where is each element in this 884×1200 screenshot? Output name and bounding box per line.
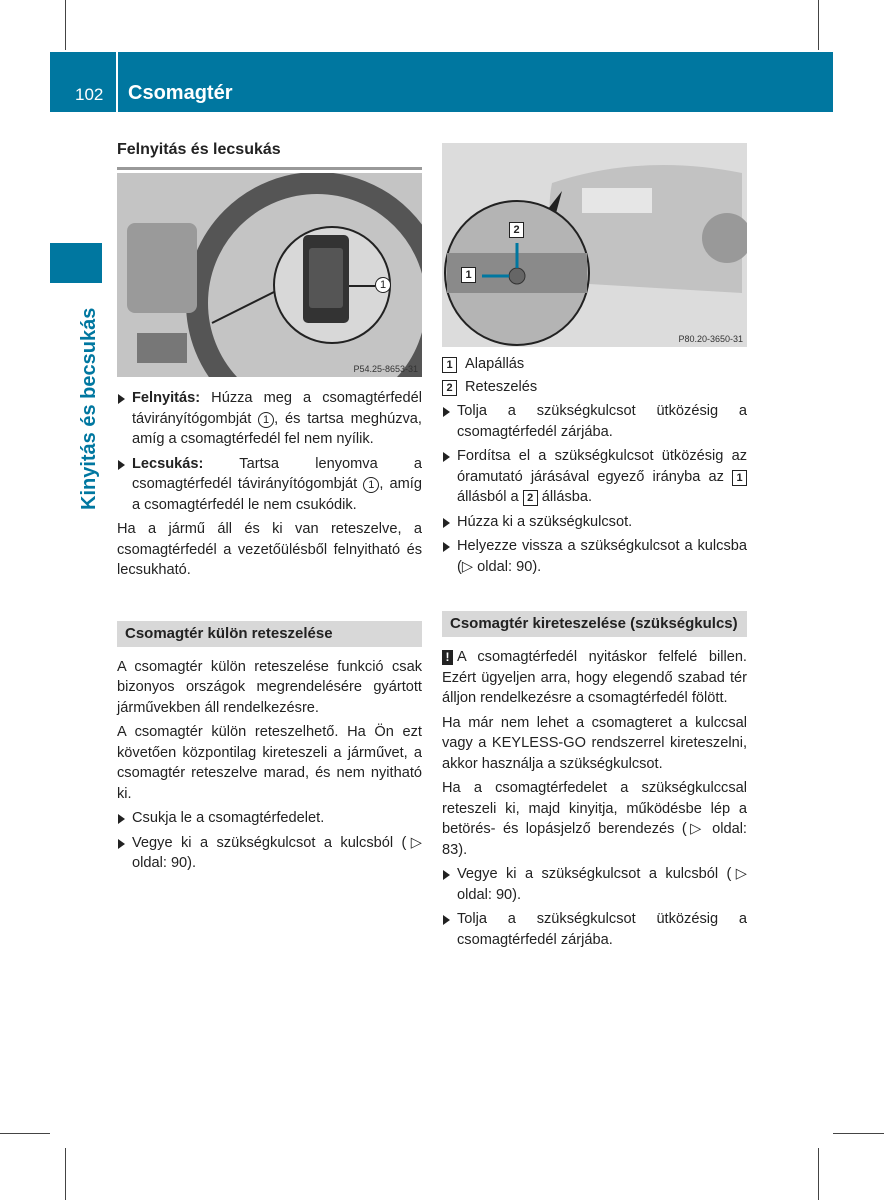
section-box-heading: Csomagtér külön reteszelése <box>117 621 422 647</box>
bullet: Tolja a szükségkulcsot ütközésig a csomagtérfedél zárjába. <box>442 401 747 442</box>
bullet: Csukja le a csomagtérfedelet. <box>117 808 422 829</box>
steering-wheel-image <box>117 173 422 377</box>
header-divider <box>116 52 118 112</box>
car-rear-illustration <box>442 143 747 347</box>
position-ref: 1 <box>732 470 747 486</box>
page-number: 102 <box>75 85 104 104</box>
bullet-text: , és tartsa meghúzva, amíg a csomagtérfedél fel nem nyílik. <box>132 410 422 447</box>
paragraph: Ha a csomagtérfedelet a szükségkulccsal reteszeli ki, majd kinyitja, működésbe lép a betörés- és lopásjelző berendezés (▷ oldal: 83). <box>442 780 747 858</box>
left-content <box>117 388 422 878</box>
warning-text: A csomagtérfedél nyitáskor felfelé billen. Ezért ügyeljen arra, hogy elegendő szabad tér álljon rendelkezésre a csomagtérfedél fölött. <box>442 649 747 706</box>
legend-item <box>442 354 747 375</box>
callout-1: 1 <box>461 267 476 283</box>
callout-ref: 1 <box>258 412 274 428</box>
crop-mark <box>833 1133 884 1134</box>
bullet-label: Felnyitás: <box>132 390 201 406</box>
callout-ref: 1 <box>363 477 379 493</box>
legend-num: 1 <box>442 357 457 373</box>
warning-note <box>442 647 747 709</box>
bullet-open <box>117 388 422 450</box>
side-tab-label: Kinyitás és becsukás <box>78 307 100 510</box>
bullet-text: , amíg a csomagtérfedél le nem csukódik. <box>132 476 422 513</box>
trunk-lock-image <box>442 143 747 347</box>
bullet-text: Fordítsa el a szükségkulcsot ütközésig az óramutató járásával egyező irányba az <box>457 448 747 485</box>
page-header <box>50 52 833 112</box>
crop-mark <box>0 1133 50 1134</box>
legend-item <box>442 377 747 398</box>
bullet-text: Tartsa lenyomva a csomagtérfedél távirányítógombját <box>132 455 422 492</box>
bullet: Tolja a szükségkulcsot ütközésig a csomagtérfedél zárjába. <box>442 909 747 950</box>
paragraph: Ha a jármű áll és ki van reteszelve, a csomagtérfedél a vezetőülésből felnyitható és lecsukható. <box>117 521 422 578</box>
bullet: Vegye ki a szükségkulcsot a kulcsból (▷ oldal: 90). <box>442 864 747 905</box>
paragraph: A csomagtér külön reteszelhető. Ha Ön ezt követően központilag kireteszeli a járművet, a csomagtér reteszelve marad, és nem nyitható ki. <box>117 724 422 802</box>
image-code: P80.20-3650-31 <box>678 334 743 344</box>
bullet-text: állásból a <box>457 489 523 505</box>
crop-mark <box>818 1148 819 1200</box>
position-ref: 2 <box>523 490 538 506</box>
bullet: Húzza ki a szükségkulcsot. <box>442 512 747 533</box>
bullet-text: Húzza meg a csomagtérfedél távirányítógombját <box>132 390 422 427</box>
warning-icon: ! <box>442 650 453 665</box>
bullet: Vegye ki a szükségkulcsot a kulcsból (▷ oldal: 90). <box>117 833 422 874</box>
bullet: Helyezze vissza a szükségkulcsot a kulcsba (▷ oldal: 90). <box>442 536 747 577</box>
section-box-heading: Csomagtér kireteszelése (szükségkulcs) <box>442 611 747 637</box>
paragraph: Ha már nem lehet a csomagteret a kulccsal vagy a KEYLESS-GO rendszerrel kireteszelni, akkor használja a szükségkulcsot. <box>442 714 747 772</box>
crop-mark <box>65 1148 66 1200</box>
crop-mark <box>65 0 66 50</box>
callout-1: 1 <box>375 277 391 293</box>
callout-2: 2 <box>509 222 524 238</box>
crop-mark <box>818 0 819 50</box>
left-column <box>117 140 422 176</box>
image-code: P54.25-8653-31 <box>353 364 418 374</box>
legend-label: Reteszelés <box>465 378 538 395</box>
bullet <box>442 446 747 508</box>
legend-label: Alapállás <box>465 356 525 372</box>
bullet-text: állásba. <box>537 489 593 505</box>
legend-num: 2 <box>442 380 457 396</box>
page-title: Csomagtér <box>128 82 233 104</box>
bullet-label: Lecsukás: <box>132 455 204 472</box>
steering-wheel-illustration <box>117 173 422 377</box>
section-heading: Felnyitás és lecsukás <box>117 140 422 170</box>
side-tab-marker <box>50 243 102 283</box>
right-content <box>442 354 747 954</box>
bullet-close <box>117 454 422 516</box>
paragraph: A csomagtér külön reteszelése funkció csak bizonyos országok megrendelésére gyártott járművekben áll rendelkezésre. <box>117 658 422 716</box>
